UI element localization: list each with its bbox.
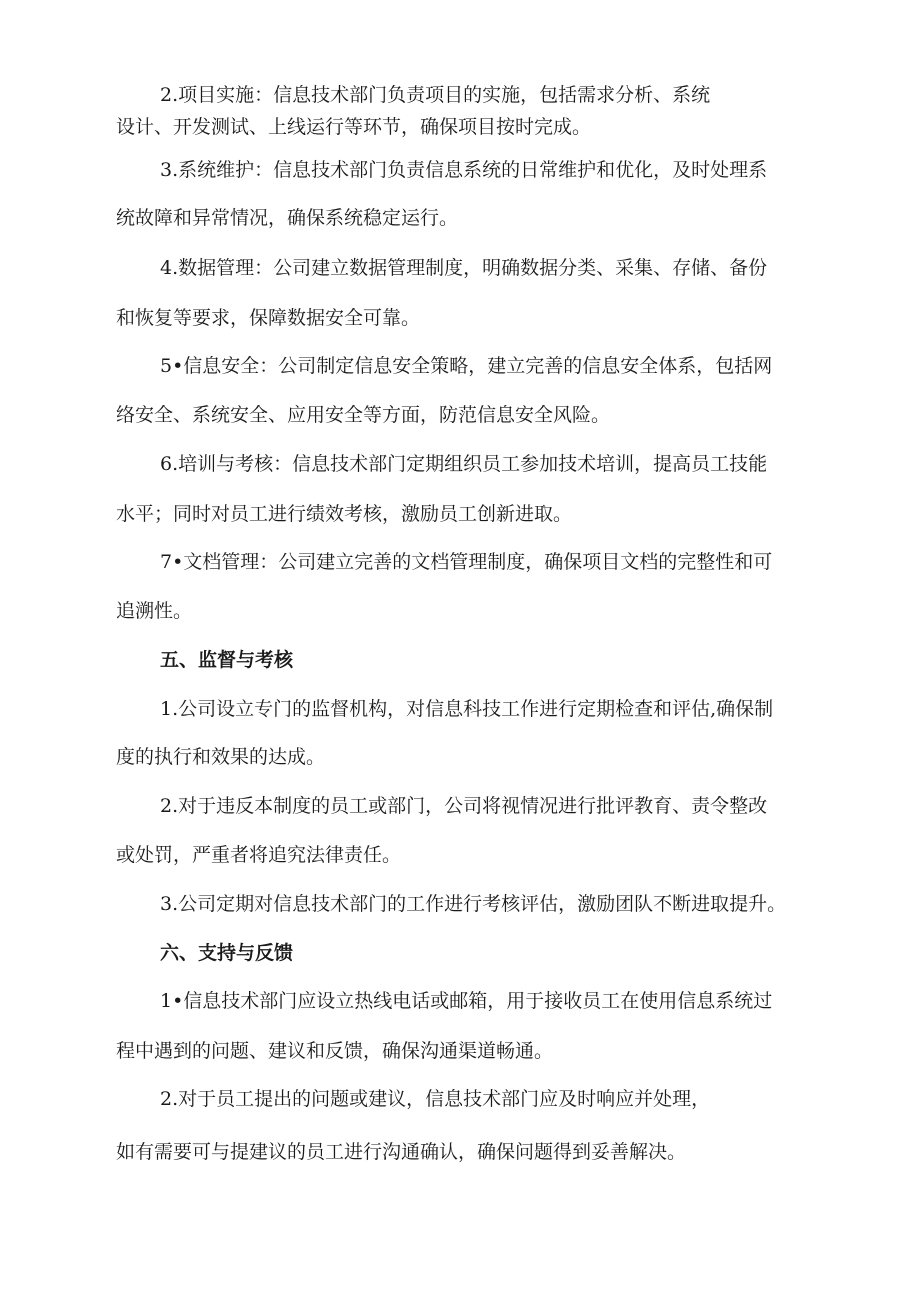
- s6-item-1-line-1: 1•信息技术部门应设立热线电话或邮箱，用于接收员工在使用信息系统过: [160, 990, 773, 1012]
- s6-item-1-line-2: 程中遇到的问题、建议和反馈，确保沟通渠道畅通。: [116, 1040, 554, 1062]
- item-6-line-1: 6.培训与考核：信息技术部门定期组织员工参加技术培训，提高员工技能: [160, 453, 768, 475]
- section-6-heading: 六、支持与反馈: [160, 942, 294, 964]
- item-5-line-1: 5•信息安全：公司制定信息安全策略，建立完善的信息安全体系，包括网: [160, 355, 773, 377]
- item-4-line-2: 和恢复等要求，保障数据安全可靠。: [116, 307, 421, 329]
- s5-item-3-line-1: 3.公司定期对信息技术部门的工作进行考核评估，激励团队不断进取提升。: [160, 893, 787, 915]
- item-3-line-2: 统故障和异常情况，确保系统稳定运行。: [116, 207, 459, 229]
- item-3-line-1: 3.系统维护：信息技术部门负责信息系统的日常维护和优化，及时处理系: [160, 159, 768, 181]
- s6-item-2-line-2: 如有需要可与提建议的员工进行沟通确认，确保问题得到妥善解决。: [116, 1141, 687, 1163]
- item-2-line-1: 2.项目实施：信息技术部门负责项目的实施，包括需求分析、系统: [160, 84, 711, 106]
- item-7-line-2: 追溯性。: [116, 600, 193, 622]
- s5-item-1-line-1: 1.公司设立专门的监督机构，对信息科技工作进行定期检查和评估,确保制: [160, 698, 774, 720]
- s6-item-2-line-1: 2.对于员工提出的问题或建议，信息技术部门应及时响应并处理，: [160, 1088, 711, 1110]
- item-5-line-2: 络安全、系统安全、应用安全等方面，防范信息安全风险。: [116, 404, 611, 426]
- item-2-line-2: 设计、开发测试、上线运行等环节，确保项目按时完成。: [116, 116, 592, 138]
- s5-item-2-line-2: 或处罚，严重者将追究法律责任。: [116, 844, 402, 866]
- s5-item-2-line-1: 2.对于违反本制度的员工或部门，公司将视情况进行批评教育、责令整改: [160, 795, 768, 817]
- item-6-line-2: 水平；同时对员工进行绩效考核，激励员工创新进取。: [116, 503, 573, 525]
- s5-item-1-line-2: 度的执行和效果的达成。: [116, 746, 326, 768]
- item-7-line-1: 7•文档管理：公司建立完善的文档管理制度，确保项目文档的完整性和可: [160, 551, 773, 573]
- item-4-line-1: 4.数据管理：公司建立数据管理制度，明确数据分类、采集、存储、备份: [160, 257, 768, 279]
- section-5-heading: 五、监督与考核: [160, 649, 294, 671]
